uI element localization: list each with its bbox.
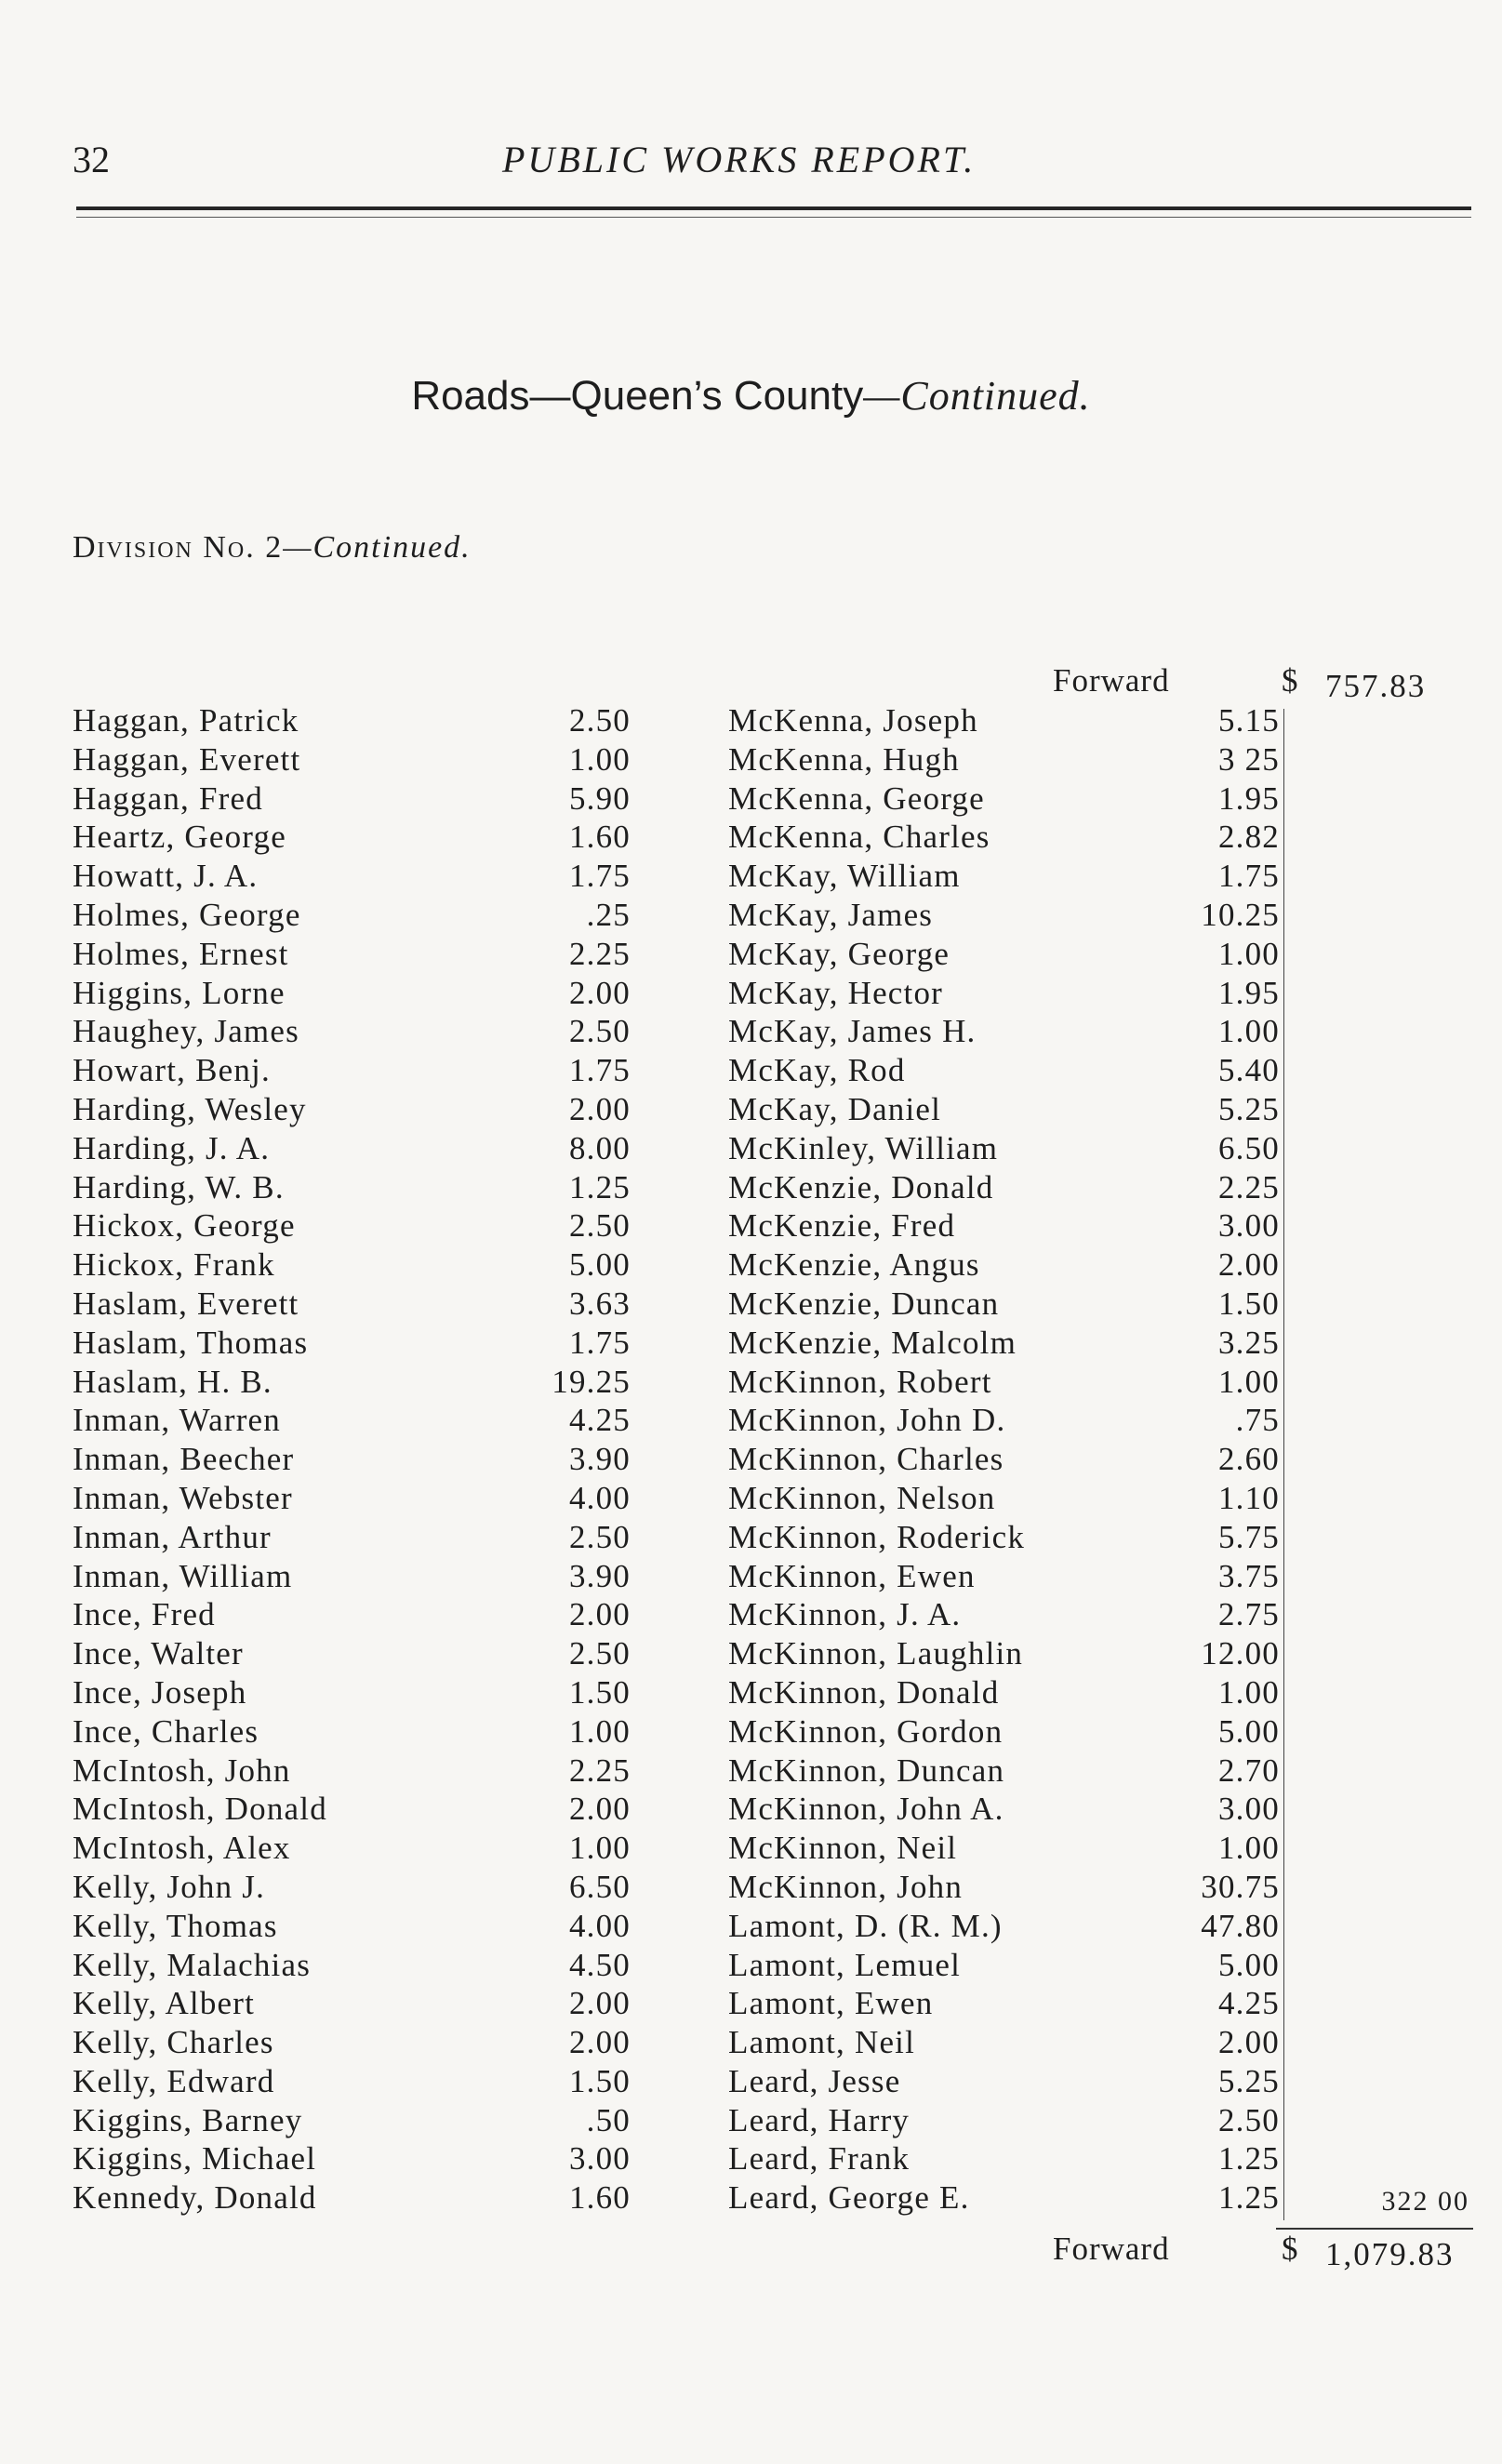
left-entry-name: Kelly, John J. — [73, 1868, 266, 1905]
table-row — [0, 1634, 1502, 1673]
table-row — [0, 818, 1502, 857]
right-entry-amount: 2.75 — [1217, 1596, 1280, 1633]
left-entry-name: Kennedy, Donald — [73, 2179, 317, 2217]
left-entry-name: Haslam, Thomas — [73, 1324, 309, 1361]
left-entry-amount: 2.50 — [568, 702, 631, 739]
table-row — [0, 1595, 1502, 1634]
right-entry-name: McKay, James H. — [728, 1013, 977, 1050]
right-entry-amount: 5.15 — [1217, 702, 1280, 739]
division-suffix: —Continued. — [283, 530, 472, 565]
right-entry-name: McKay, Hector — [728, 974, 944, 1011]
left-entry-name: Inman, William — [73, 1557, 293, 1594]
left-entry-name: Ince, Fred — [73, 1596, 216, 1633]
left-entry-amount: .50 — [586, 2101, 631, 2138]
forward-bottom-label: Forward — [1053, 2231, 1170, 2267]
forward-bottom-currency: $ — [1282, 2231, 1298, 2267]
right-entry-name: McKenzie, Malcolm — [728, 1324, 1017, 1361]
right-entry-amount: 1.00 — [1217, 1673, 1280, 1711]
right-entry-amount: 1.00 — [1217, 1830, 1280, 1867]
left-entry-name: Haggan, Everett — [73, 740, 301, 778]
right-entry-name: McKenzie, Donald — [728, 1168, 994, 1205]
right-entry-amount: 2.25 — [1217, 1168, 1280, 1205]
right-entry-amount: 1.00 — [1217, 935, 1280, 972]
left-entry-name: Holmes, George — [73, 896, 301, 933]
right-entry-amount: 5.25 — [1217, 1090, 1280, 1127]
right-entry-amount: 3.00 — [1217, 1207, 1280, 1245]
total-rule — [1276, 2228, 1473, 2230]
right-entry-amount: 5.00 — [1217, 1946, 1280, 1983]
right-entry-name: McKenzie, Duncan — [728, 1285, 1000, 1322]
left-entry-name: Inman, Beecher — [73, 1441, 295, 1478]
left-entry-amount: .25 — [586, 896, 631, 933]
amount-column-rule — [1283, 709, 1284, 2220]
table-row — [0, 1245, 1502, 1285]
left-entry-name: Kelly, Malachias — [73, 1946, 312, 1983]
left-entry-name: Haslam, Everett — [73, 1285, 299, 1322]
left-entry-amount: 2.50 — [568, 1013, 631, 1050]
left-entry-amount: 1.50 — [568, 2062, 631, 2099]
table-row — [0, 1401, 1502, 1440]
table-row — [0, 1363, 1502, 1402]
table-row — [0, 1712, 1502, 1751]
left-entry-amount: 2.00 — [568, 2024, 631, 2061]
right-entry-name: McKinnon, John A. — [728, 1791, 1004, 1828]
right-entry-name: McKinnon, Nelson — [728, 1479, 996, 1516]
section-title-main: Roads—Queen’s County — [411, 373, 864, 419]
right-entry-name: Leard, George E. — [728, 2179, 970, 2217]
table-row — [0, 1324, 1502, 1363]
left-entry-amount: 1.75 — [568, 858, 631, 895]
right-entry-amount: 1.00 — [1217, 1013, 1280, 1050]
right-entry-name: McKinnon, John — [728, 1868, 964, 1905]
right-entry-name: McKenzie, Fred — [728, 1207, 956, 1245]
table-row — [0, 2023, 1502, 2062]
table-row — [0, 1012, 1502, 1051]
right-entry-name: Lamont, Lemuel — [728, 1946, 962, 1983]
right-entry-name: Leard, Jesse — [728, 2062, 901, 2099]
left-entry-name: Ince, Walter — [73, 1635, 244, 1672]
left-entry-name: Kelly, Thomas — [73, 1907, 278, 1944]
left-entry-amount: 2.00 — [568, 1791, 631, 1828]
left-entry-name: Haggan, Fred — [73, 779, 263, 817]
left-entry-name: Ince, Charles — [73, 1712, 259, 1750]
left-entry-name: Haughey, James — [73, 1013, 299, 1050]
left-entry-amount: 8.00 — [568, 1129, 631, 1166]
right-entry-amount: 5.75 — [1217, 1518, 1280, 1555]
table-row — [0, 935, 1502, 974]
left-entry-amount: 2.50 — [568, 1518, 631, 1555]
table-row — [0, 1518, 1502, 1557]
division-label: Division No. 2 — [73, 530, 284, 565]
right-entry-amount: 1.25 — [1217, 2140, 1280, 2178]
left-entry-amount: 19.25 — [552, 1363, 631, 1400]
right-entry-name: McKenna, Charles — [728, 819, 990, 856]
table-row — [0, 974, 1502, 1013]
right-entry-name: McKay, George — [728, 935, 950, 972]
left-entry-amount: 2.00 — [568, 1985, 631, 2022]
right-entry-name: McKenna, Hugh — [728, 740, 960, 778]
right-entry-name: McKay, James — [728, 896, 934, 933]
left-entry-name: Howatt, J. A. — [73, 858, 259, 895]
left-entry-amount: 4.00 — [568, 1479, 631, 1516]
right-entry-amount: 2.82 — [1217, 819, 1280, 856]
table-row — [0, 2139, 1502, 2178]
right-entry-name: McKinnon, Duncan — [728, 1751, 1005, 1789]
table-row — [0, 1868, 1502, 1907]
left-entry-name: Inman, Warren — [73, 1402, 281, 1439]
right-entry-amount: 5.00 — [1217, 1712, 1280, 1750]
left-entry-amount: 3.00 — [568, 2140, 631, 2178]
left-entry-amount: 5.00 — [568, 1246, 631, 1284]
left-entry-amount: 3.90 — [568, 1557, 631, 1594]
left-entry-amount: 2.25 — [568, 1751, 631, 1789]
right-entry-name: McKinnon, Donald — [728, 1673, 1000, 1711]
right-entry-amount: 2.00 — [1217, 2024, 1280, 2061]
right-entry-name: McKinley, William — [728, 1129, 999, 1166]
page-number: 32 — [73, 139, 110, 180]
right-entry-name: McKenna, Joseph — [728, 702, 978, 739]
left-entry-amount: 3.90 — [568, 1441, 631, 1478]
right-entry-amount: 1.10 — [1217, 1479, 1280, 1516]
right-entry-name: McKenzie, Angus — [728, 1246, 980, 1284]
forward-top-currency: $ — [1282, 662, 1298, 699]
right-entry-name: McKenna, George — [728, 779, 985, 817]
right-entry-name: McKinnon, Ewen — [728, 1557, 976, 1594]
left-entry-amount: 1.50 — [568, 1673, 631, 1711]
left-entry-amount: 1.00 — [568, 1712, 631, 1750]
section-title-sub: —Continued. — [863, 373, 1091, 419]
header-rule — [76, 206, 1471, 210]
right-entry-name: McKinnon, Laughlin — [728, 1635, 1024, 1672]
right-entry-amount: 4.25 — [1217, 1985, 1280, 2022]
right-entry-name: McKinnon, Robert — [728, 1363, 992, 1400]
right-entry-amount: 47.80 — [1201, 1907, 1280, 1944]
table-row — [0, 1751, 1502, 1791]
right-entry-amount: 5.25 — [1217, 2062, 1280, 2099]
right-entry-amount: 1.95 — [1217, 779, 1280, 817]
right-entry-amount: 3 25 — [1217, 740, 1280, 778]
right-entry-amount: 3.00 — [1217, 1791, 1280, 1828]
right-entry-name: McKay, Daniel — [728, 1090, 942, 1127]
right-entry-amount: 2.50 — [1217, 2101, 1280, 2138]
section-title — [0, 372, 1502, 420]
table-row — [0, 1206, 1502, 1245]
right-entry-name: McKay, Rod — [728, 1052, 906, 1089]
right-entry-name: McKinnon, Gordon — [728, 1712, 1004, 1750]
table-row — [0, 1557, 1502, 1596]
right-entry-amount: 30.75 — [1201, 1868, 1280, 1905]
table-row — [0, 1829, 1502, 1868]
left-entry-amount: 1.60 — [568, 819, 631, 856]
table-row — [0, 701, 1502, 740]
right-entry-amount: .75 — [1235, 1402, 1280, 1439]
right-entry-name: McKinnon, Neil — [728, 1830, 958, 1867]
right-entry-amount: 2.70 — [1217, 1751, 1280, 1789]
left-entry-amount: 5.90 — [568, 779, 631, 817]
table-row — [0, 2101, 1502, 2140]
right-entry-amount: 1.00 — [1217, 1363, 1280, 1400]
left-entry-amount: 1.00 — [568, 1830, 631, 1867]
table-row — [0, 857, 1502, 896]
right-entry-name: Leard, Frank — [728, 2140, 911, 2178]
right-entry-name: Lamont, D. (R. M.) — [728, 1907, 1003, 1944]
table-row — [0, 1440, 1502, 1479]
forward-top-label: Forward — [1053, 662, 1170, 699]
left-entry-amount: 1.25 — [568, 1168, 631, 1205]
left-entry-amount: 6.50 — [568, 1868, 631, 1905]
table-row — [0, 1907, 1502, 1946]
table-row — [0, 1479, 1502, 1518]
table-row — [0, 1285, 1502, 1324]
left-entry-name: Hickox, George — [73, 1207, 296, 1245]
left-entry-name: Kelly, Charles — [73, 2024, 274, 2061]
left-entry-amount: 2.25 — [568, 935, 631, 972]
right-entry-amount: 3.25 — [1217, 1324, 1280, 1361]
table-row — [0, 2178, 1502, 2218]
right-entry-amount: 12.00 — [1201, 1635, 1280, 1672]
forward-top-amount: 757.83 — [1325, 668, 1427, 704]
right-entry-name: McKinnon, J. A. — [728, 1596, 962, 1633]
left-entry-name: Inman, Webster — [73, 1479, 293, 1516]
left-entry-name: Harding, W. B. — [73, 1168, 285, 1205]
table-row — [0, 1129, 1502, 1168]
right-entry-amount: 1.95 — [1217, 974, 1280, 1011]
left-entry-amount: 1.00 — [568, 740, 631, 778]
left-entry-name: McIntosh, Alex — [73, 1830, 291, 1867]
left-entry-name: Heartz, George — [73, 819, 286, 856]
table-row — [0, 1673, 1502, 1712]
left-entry-name: Ince, Joseph — [73, 1673, 247, 1711]
table-row — [0, 1051, 1502, 1090]
left-entry-name: Inman, Arthur — [73, 1518, 272, 1555]
right-entry-name: McKinnon, Roderick — [728, 1518, 1026, 1555]
right-entry-amount: 1.25 — [1217, 2179, 1280, 2217]
right-entry-name: Lamont, Neil — [728, 2024, 916, 2061]
table-row — [0, 1946, 1502, 1985]
table-row — [0, 779, 1502, 819]
left-entry-amount: 1.75 — [568, 1052, 631, 1089]
forward-bottom-amount: 1,079.83 — [1325, 2236, 1455, 2272]
table-row — [0, 896, 1502, 935]
right-entry-name: McKinnon, John D. — [728, 1402, 1006, 1439]
left-entry-name: Kelly, Albert — [73, 1985, 256, 2022]
left-entry-name: Kelly, Edward — [73, 2062, 275, 2099]
left-entry-amount: 2.50 — [568, 1207, 631, 1245]
left-entry-amount: 1.60 — [568, 2179, 631, 2217]
table-row — [0, 1090, 1502, 1129]
right-entry-amount: 3.75 — [1217, 1557, 1280, 1594]
right-entry-name: McKinnon, Charles — [728, 1441, 1004, 1478]
left-entry-name: Howart, Benj. — [73, 1052, 271, 1089]
left-entry-amount: 4.00 — [568, 1907, 631, 1944]
header-rule-thin — [76, 217, 1471, 218]
left-entry-name: Haslam, H. B. — [73, 1363, 272, 1400]
left-entry-amount: 2.00 — [568, 1090, 631, 1127]
column-subtotal: 322 00 — [1381, 2186, 1469, 2217]
left-entry-name: Harding, Wesley — [73, 1090, 307, 1127]
left-entry-amount: 4.25 — [568, 1402, 631, 1439]
table-row — [0, 1984, 1502, 2023]
right-entry-amount: 1.75 — [1217, 858, 1280, 895]
table-row — [0, 2062, 1502, 2101]
right-entry-name: Lamont, Ewen — [728, 1985, 934, 2022]
running-title: PUBLIC WORKS REPORT. — [502, 139, 977, 180]
left-entry-amount: 3.63 — [568, 1285, 631, 1322]
table-row — [0, 740, 1502, 779]
ledger-table — [0, 701, 1502, 2218]
right-entry-amount: 10.25 — [1201, 896, 1280, 933]
left-entry-amount: 2.00 — [568, 974, 631, 1011]
right-entry-name: McKay, William — [728, 858, 961, 895]
right-entry-amount: 5.40 — [1217, 1052, 1280, 1089]
left-entry-amount: 2.50 — [568, 1635, 631, 1672]
right-entry-amount: 6.50 — [1217, 1129, 1280, 1166]
left-entry-name: Kiggins, Barney — [73, 2101, 303, 2138]
right-entry-amount: 2.60 — [1217, 1441, 1280, 1478]
left-entry-name: Kiggins, Michael — [73, 2140, 317, 2178]
left-entry-name: Hickox, Frank — [73, 1246, 275, 1284]
right-entry-amount: 2.00 — [1217, 1246, 1280, 1284]
right-entry-name: Leard, Harry — [728, 2101, 911, 2138]
left-entry-name: McIntosh, Donald — [73, 1791, 327, 1828]
table-row — [0, 1790, 1502, 1829]
left-entry-name: Holmes, Ernest — [73, 935, 289, 972]
left-entry-name: Harding, J. A. — [73, 1129, 271, 1166]
left-entry-name: Higgins, Lorne — [73, 974, 286, 1011]
left-entry-name: McIntosh, John — [73, 1751, 291, 1789]
division-heading — [73, 530, 472, 566]
left-entry-amount: 1.75 — [568, 1324, 631, 1361]
right-entry-amount: 1.50 — [1217, 1285, 1280, 1322]
left-entry-amount: 2.00 — [568, 1596, 631, 1633]
left-entry-amount: 4.50 — [568, 1946, 631, 1983]
left-entry-name: Haggan, Patrick — [73, 702, 299, 739]
table-row — [0, 1168, 1502, 1207]
